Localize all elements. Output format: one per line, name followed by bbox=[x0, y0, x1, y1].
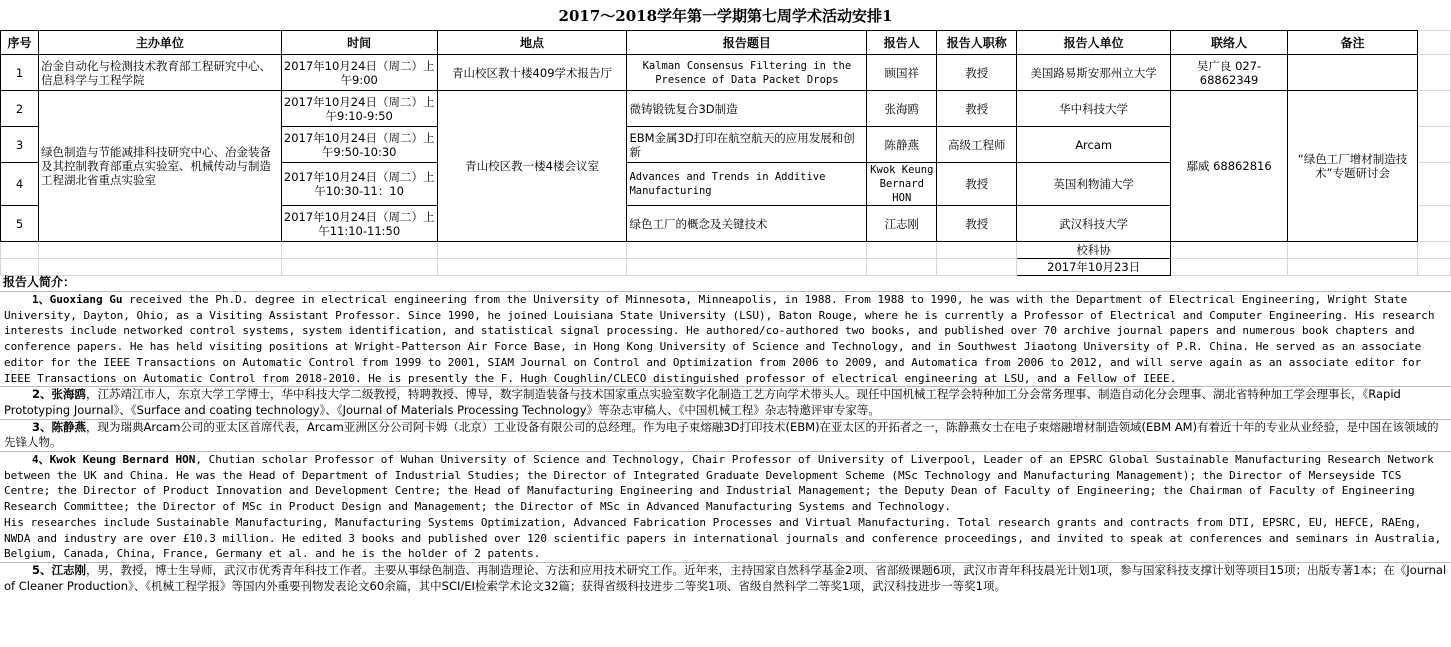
group-contact: 鄢威 68862816 bbox=[1171, 91, 1288, 242]
row-topic: Advances and Trends in Additive Manufacturing bbox=[627, 163, 867, 206]
row-time: 2017年10月24日（周二）上午9:10-9:50 bbox=[281, 91, 437, 127]
row-host: 冶金自动化与检测技术教育部工程研究中心、信息科学与工程学院 bbox=[38, 55, 281, 91]
empty-cell bbox=[1417, 127, 1450, 163]
group-place: 青山校区教一楼4楼会议室 bbox=[437, 91, 627, 242]
row-topic: EBM金属3D打印在航空航天的应用发展和创新 bbox=[627, 127, 867, 163]
row-speaker-unit: Arcam bbox=[1017, 127, 1171, 163]
col-header-title: 报告人职称 bbox=[937, 31, 1017, 55]
row-no: 2 bbox=[1, 91, 39, 127]
row-topic: 绿色工厂的概念及关键技术 bbox=[627, 206, 867, 242]
bio-name: 1、Guoxiang Gu bbox=[32, 293, 123, 306]
row-speaker: Kwok Keung Bernard HON bbox=[867, 163, 937, 206]
footer-row bbox=[1, 242, 1451, 259]
col-header-speaker: 报告人 bbox=[867, 31, 937, 55]
row-place: 青山校区教十楼409学术报告厅 bbox=[437, 55, 627, 91]
col-header-host: 主办单位 bbox=[38, 31, 281, 55]
col-header-note: 备注 bbox=[1288, 31, 1418, 55]
bio-item bbox=[0, 291, 1451, 386]
footer-org: 校科协 bbox=[1017, 242, 1171, 259]
row-no: 4 bbox=[1, 163, 39, 206]
footer-date: 2017年10月23日 bbox=[1017, 259, 1171, 276]
speaker-bios bbox=[0, 274, 1451, 594]
row-no: 5 bbox=[1, 206, 39, 242]
bio-text: His researches include Sustainable Manufacturing, Manufacturing Systems Optimization, Advanced Fabrication Processes and Virtual Manufacturing. Total research grants and contracts from DTI, EPSRC, EU, HEFCE, RAEng, NWDA and industry are over £10.3 million. He edited 3 books and published over 120 scientific papers in international journals and conference proceedings, and invited to speak at conferences and seminars in Australia, Belgium, Canada, China, France, Germany et al. and he is the holder of 2 patents. bbox=[4, 515, 1442, 561]
page-title: 2017～2018学年第一学期第七周学术活动安排1 bbox=[0, 0, 1451, 31]
group-note: “绿色工厂增材制造技术”专题研讨会 bbox=[1288, 91, 1418, 242]
bio-text: received the Ph.D. degree in electrical engineering from the University of Minnesota, Minneapolis, in 1988. From 1988 to 1990, he was with the Department of Electrical Engineering, Wright State University, Dayton, Ohio, as a Visiting Assistant Professor. Since 1990, he joined Louisiana State University (LSU), Baton Rouge, where he is currently a Professor of Electrical and Computer Engineering. His research interests include networked control systems, system identification, and statistical signal processing. He authored/co-authored two books, and published over 70 archive journal papers and numerous book chapters and conference papers. He has held visiting positions at Wright-Patterson Air Force Base, in Hong Kong University of Science and Technology, and in Southwest Jiaotong University of P.R. China. He served as an associate editor for the IEEE Transactions on Automatic Control from 1999 to 2001, SIAM Journal on Control and Optimization from 2006 to 2009, and Automatica from 2006 to 2012, and will serve again as an associate editor for IEEE Transactions on Automatic Control from 2018-2010. He is presently the F. Hugh Coughlin/CLECO distinguished professor of electrical engineering at LSU, and a Fellow of IEEE. bbox=[4, 293, 1435, 385]
row-speaker-title: 教授 bbox=[937, 206, 1017, 242]
col-header-no: 序号 bbox=[1, 31, 39, 55]
table-row bbox=[1, 91, 1451, 127]
empty-cell bbox=[1417, 163, 1450, 206]
row-time: 2017年10月24日（周二）上午9:00 bbox=[281, 55, 437, 91]
row-no: 1 bbox=[1, 55, 39, 91]
bio-item bbox=[0, 562, 1451, 594]
bio-name: 4、Kwok Keung Bernard HON bbox=[32, 453, 196, 467]
bio-text: ，男，教授，博士生导师，武汉市优秀青年科技工作者。主要从事绿色制造、再制造理论、方法和应用技术研究工作。近年来，主持国家自然科学基金2项、省部级课题6项，武汉市青年科技晨光计划1项，参与国家科技支撑计划等项目15项；出版专著1本；在《Journal of Cleaner Production》、《机械工程学报》等国内外重要刊物发表论文60余篇，其中SCI/EI检索学术论文32篇；获得省级科技进步二等奖1项、省级自然科学二等奖1项，武汉科技进步一等奖1项。 bbox=[4, 562, 1447, 593]
empty-cell bbox=[1417, 91, 1450, 127]
group-host: 绿色制造与节能减排科技研究中心、冶金装备及其控制教育部重点实验室、机械传动与制造工程湖北省重点实验室 bbox=[38, 91, 281, 242]
bio-header: 报告人简介： bbox=[3, 275, 76, 289]
row-speaker-title: 教授 bbox=[937, 55, 1017, 91]
schedule-table bbox=[0, 30, 1451, 276]
bio-name: 5、江志刚 bbox=[32, 562, 87, 577]
bio-text: , Chutian scholar Professor of Wuhan University of Science and Technology, Chair Professor of University of Liverpool, Leader of an EPSRC Global Sustainable Manufacturing Research Network between the UK and China. He was the Head of Department of Industrial Studies; the Director of Integrated Graduate Development Scheme (MSc Technology and Manufacturing Management); the Director of Merseyside TCS Centre; the Director of Product Innovation and Development Centre; the Head of Manufacturing Engineering and Industrial Management; the Deputy Dean of Faculty of Engineering; the Chairman of Faculty of Engineering Research Committee; the Director of MSc in Product Design and Management; the Director of MSc in Advanced Manufacturing Systems and Technology. bbox=[4, 453, 1434, 514]
bio-name: 3、陈静燕 bbox=[32, 419, 87, 434]
row-contact: 吴广良 027-68862349 bbox=[1171, 55, 1288, 91]
bio-name: 2、张海鸥 bbox=[32, 387, 87, 402]
empty-cell bbox=[1417, 206, 1450, 242]
bio-item bbox=[0, 451, 1451, 562]
col-header-topic: 报告题目 bbox=[627, 31, 867, 55]
row-speaker-unit: 美国路易斯安那州立大学 bbox=[1017, 55, 1171, 91]
row-speaker: 江志刚 bbox=[867, 206, 937, 242]
row-speaker-unit: 英国利物浦大学 bbox=[1017, 163, 1171, 206]
row-speaker: 张海鸥 bbox=[867, 91, 937, 127]
bio-text: ，现为瑞典Arcam公司的亚太区首席代表，Arcam亚洲区分公司阿卡姆（北京）工业设备有限公司的总经理。作为电子束熔融3D打印技术(EBM)在亚太区的开拓者之一，陈静燕女士在电子束熔融增材制造领域(EBM AM)有着近十年的专业从业经验，是中国在该领域的先锋人物。 bbox=[4, 419, 1439, 450]
row-note bbox=[1288, 55, 1418, 91]
header-row bbox=[1, 31, 1451, 55]
col-header-unit: 报告人单位 bbox=[1017, 31, 1171, 55]
row-speaker: 顾国祥 bbox=[867, 55, 937, 91]
col-header-place: 地点 bbox=[437, 31, 627, 55]
table-row bbox=[1, 55, 1451, 91]
row-time: 2017年10月24日（周二）上午10:30-11：10 bbox=[281, 163, 437, 206]
row-no: 3 bbox=[1, 127, 39, 163]
row-speaker-title: 教授 bbox=[937, 163, 1017, 206]
row-topic: Kalman Consensus Filtering in the Presence of Data Packet Drops bbox=[627, 55, 867, 91]
row-speaker-unit: 武汉科技大学 bbox=[1017, 206, 1171, 242]
footer-row bbox=[1, 259, 1451, 276]
col-header-time: 时间 bbox=[281, 31, 437, 55]
row-speaker: 陈静燕 bbox=[867, 127, 937, 163]
row-speaker-unit: 华中科技大学 bbox=[1017, 91, 1171, 127]
empty-cell bbox=[1417, 55, 1450, 91]
row-topic: 微铸锻铣复合3D制造 bbox=[627, 91, 867, 127]
row-speaker-title: 高级工程师 bbox=[937, 127, 1017, 163]
bio-text: ，江苏靖江市人，东京大学工学博士，华中科技大学二级教授，特聘教授、博导，数字制造装备与技术国家重点实验室数字化制造工艺方向学术带头人。现任中国机械工程学会特种加工分会常务理事、制造自动化分会理事、湖北省特种加工学会理事长，《Rapid Prototyping Journal》、《Surface and coating technology》、《Journal of Materials Processing Technology》等杂志审稿人、《中国机械工程》杂志特邀评审专家等。 bbox=[4, 387, 1401, 417]
empty-cell bbox=[1417, 31, 1450, 55]
row-speaker-title: 教授 bbox=[937, 91, 1017, 127]
col-header-contact: 联络人 bbox=[1171, 31, 1288, 55]
row-time: 2017年10月24日（周二）上午11:10-11:50 bbox=[281, 206, 437, 242]
bio-item bbox=[0, 386, 1451, 418]
bio-item bbox=[0, 419, 1451, 451]
row-time: 2017年10月24日（周二）上午9:50-10:30 bbox=[281, 127, 437, 163]
